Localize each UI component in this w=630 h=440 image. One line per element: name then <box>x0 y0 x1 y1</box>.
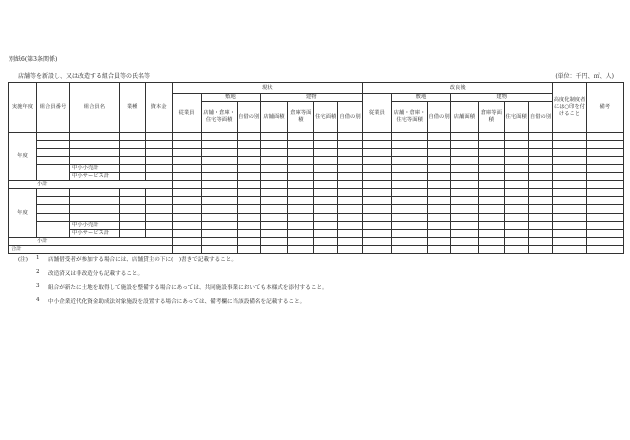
applicant-table <box>8 82 624 254</box>
form-number: 別紙6(第3条関係) <box>9 56 58 63</box>
kairyo-tatemono: 建物 <box>450 94 553 102</box>
col-biko: 備考 <box>586 83 623 133</box>
genjo-tatemono-jisha: 自借の別 <box>338 102 363 132</box>
kairyo-soko-menseki: 倉庫等面積 <box>478 102 504 132</box>
genjo-jugyoin: 従業員 <box>172 94 201 132</box>
group-kairyo-go: 改良後 <box>362 83 552 94</box>
col-jisshi-nendo: 実施年度 <box>9 83 37 133</box>
genjo-jutaku-menseki: 住宅面積 <box>314 102 338 132</box>
col-kumiaiin-bango: 組合員番号 <box>36 83 69 133</box>
subtotal-label: 小計 <box>9 181 173 189</box>
nendo-cell: 年度 <box>9 189 37 238</box>
kairyo-jutaku-menseki: 住宅面積 <box>504 102 528 132</box>
small-service-label: 中小サービス計 <box>70 173 120 181</box>
kairyo-shikichi: 敷地 <box>391 94 450 102</box>
total-label: 合計 <box>9 245 173 253</box>
genjo-tenpo-menseki: 店舗面積 <box>260 102 288 132</box>
note-number: 4 <box>36 297 40 303</box>
genjo-soko-menseki: 倉庫等面積 <box>288 102 314 132</box>
note-number: 2 <box>36 269 40 275</box>
unit-label: (単位：千円、㎡、人) <box>555 73 614 80</box>
note-number: 3 <box>36 283 40 289</box>
kairyo-shikichi-jisha: 自借の別 <box>428 102 451 132</box>
note-text: 改造済又は非改造分も記載すること。 <box>48 271 144 277</box>
kairyo-tatemono-jisha: 自借の別 <box>528 102 553 132</box>
note-text: 組合が新たに土地を取得して施設を整備する場合にあっては、共同施設事業においても本様式を添付すること。 <box>48 285 328 291</box>
genjo-tatemono: 建物 <box>260 94 362 102</box>
col-gyoshu: 業種 <box>119 83 145 133</box>
genjo-shikichi: 敷地 <box>201 94 260 102</box>
col-kodoka-mark: 高度化制度者には○印を付けること <box>553 83 586 133</box>
kairyo-jugyoin: 従業員 <box>362 94 391 132</box>
note-text: 店舗借受者が参加する場合には、店舗貸主の下に( )書きで記載すること。 <box>48 257 237 263</box>
subtotal-label: 小計 <box>9 237 173 245</box>
form-caption: 店舗等を新設し、又は改造する組合員等の氏名等 <box>18 73 151 80</box>
notes-label: (注) <box>18 257 28 263</box>
col-kumiaiin-mei: 組合員名 <box>70 83 120 133</box>
genjo-tenpo-soko-menseki: 店舗・倉庫・住宅等面積 <box>201 102 237 132</box>
nendo-cell: 年度 <box>9 132 37 181</box>
note-number: 1 <box>36 255 40 261</box>
note-text: 中小企業近代化資金助成法対象施設を設置する場合にあっては、備考欄に当該設備名を記載すること。 <box>48 299 306 305</box>
kairyo-tenpo-menseki: 店舗面積 <box>450 102 478 132</box>
small-retail-label: 中小小売計 <box>70 164 120 172</box>
kairyo-tenpo-soko-menseki: 店舗・倉庫・住宅等面積 <box>391 102 427 132</box>
col-shihonkin: 資本金 <box>145 83 172 133</box>
group-genjo: 現状 <box>172 83 362 94</box>
genjo-shikichi-jisha: 自借の別 <box>237 102 260 132</box>
small-service-label: 中小サービス計 <box>70 229 120 237</box>
small-retail-label: 中小小売計 <box>70 221 120 229</box>
